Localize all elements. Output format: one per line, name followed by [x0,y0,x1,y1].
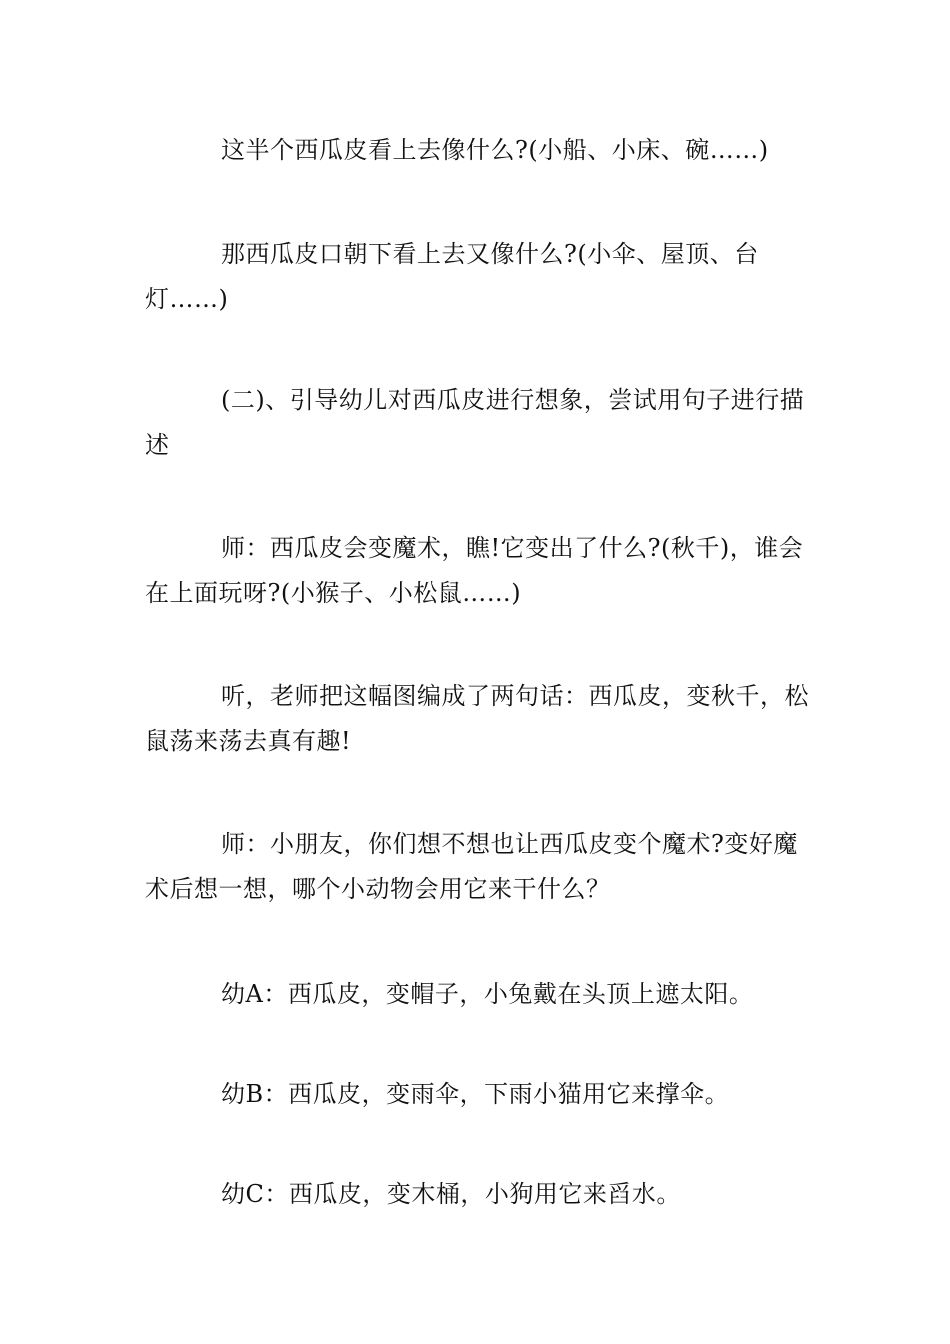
paragraph-child-a: 幼A：西瓜皮，变帽子，小兔戴在头顶上遮太阳。 [221,980,754,1008]
paragraph-section-two-heading: (二)、引导幼儿对西瓜皮进行想象，尝试用句子进行描述 [145,386,805,459]
paragraph-rind-upside-down-question: 那西瓜皮口朝下看上去又像什么?(小伞、屋顶、台灯……) [145,240,759,313]
paragraph-child-b: 幼B：西瓜皮，变雨伞，下雨小猫用它来撑伞。 [221,1080,730,1108]
paragraph-teacher-two-sentences: 听，老师把这幅图编成了两句话：西瓜皮，变秋千，松鼠荡来荡去真有趣! [145,682,809,755]
paragraph-teacher-invitation: 师：小朋友，你们想不想也让西瓜皮变个魔术?变好魔术后想一想，哪个小动物会用它来干什么？ [145,830,798,903]
paragraph-child-c: 幼C：西瓜皮，变木桶，小狗用它来舀水。 [221,1180,681,1208]
paragraph-teacher-magic-swing: 师：西瓜皮会变魔术，瞧!它变出了什么?(秋千)，谁会在上面玩呀?(小猴子、小松鼠……) [145,534,804,607]
paragraph-watermelon-rind-question: 这半个西瓜皮看上去像什么?(小船、小床、碗……) [221,136,769,164]
